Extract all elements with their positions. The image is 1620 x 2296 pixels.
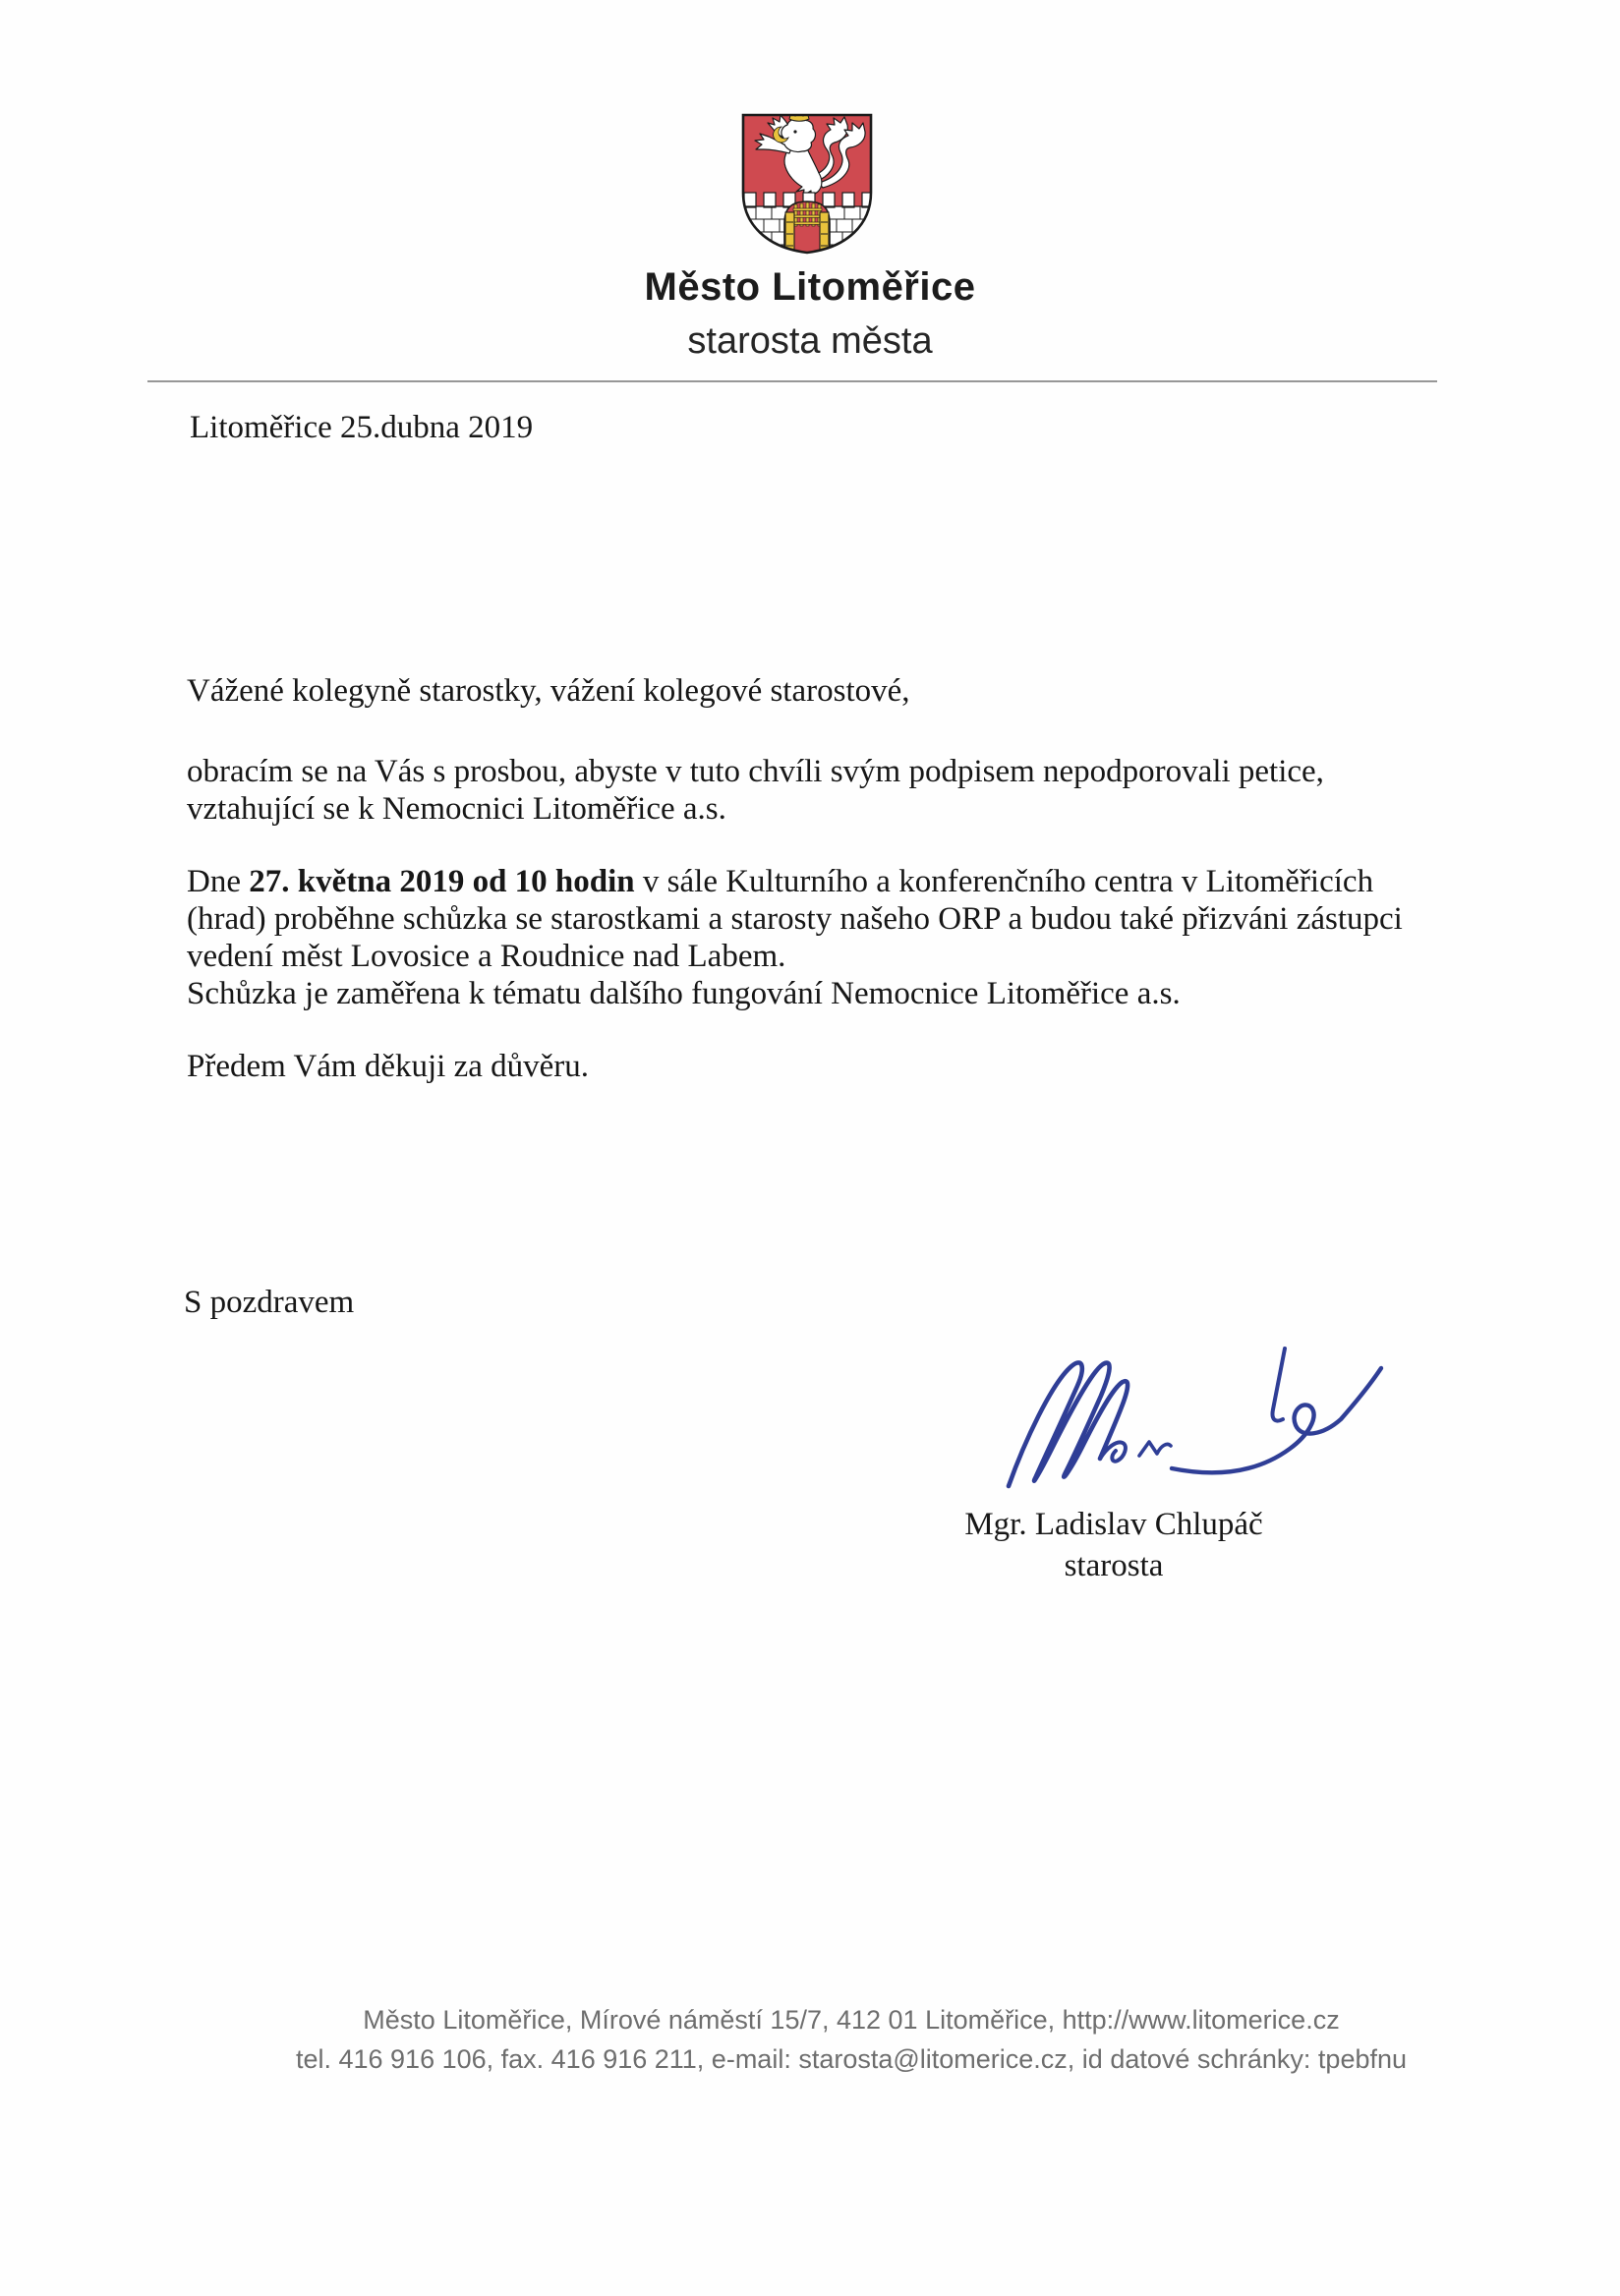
paragraph-meeting-line1 <box>187 863 1403 900</box>
paragraph-meeting <box>187 863 1403 1012</box>
footer <box>41 2000 1620 2079</box>
signer-title: starosta <box>1064 1548 1164 1583</box>
salutation: Vážené kolegyně starostky, vážení kolegové starostové, <box>187 673 910 709</box>
meeting-date-bold: 27. května 2019 od 10 hodin <box>249 864 635 899</box>
footer-contact-line: tel. 416 916 106, fax. 416 916 211, e-mail: starosta@litomerice.cz, id datové schránky: tpebfnu <box>295 2044 1408 2074</box>
signature-block <box>868 1504 1360 1586</box>
meeting-date-prefix: Dne <box>187 864 250 899</box>
thanks-line: Předem Vám děkuji za důvěru. <box>187 1049 590 1084</box>
paragraph-request-line2: vztahující se k Nemocnici Litoměřice a.s. <box>187 791 726 827</box>
signer-name: Mgr. Ladislav Chlupáč <box>964 1507 1263 1542</box>
paragraph-meeting-line3: vedení měst Lovosice a Roudnice nad Labem. <box>187 939 786 974</box>
letterhead-subtitle: starosta města <box>687 320 933 362</box>
footer-address-line: Město Litoměřice, Mírové náměstí 15/7, 412 01 Litoměřice, http://www.litomerice.cz <box>363 2005 1340 2035</box>
paragraph-meeting-line2: (hrad) proběhne schůzka se starostkami a starosty našeho ORP a budou také přizváni zástupci <box>187 901 1403 937</box>
handwritten-signature <box>995 1339 1388 1506</box>
closing-line: S pozdravem <box>184 1285 355 1320</box>
litomerice-coat-of-arms-icon <box>737 110 877 258</box>
letterhead-title: Město Litoměřice <box>644 265 976 309</box>
shield-gate-icon <box>784 201 830 254</box>
meeting-date-suffix: v sále Kulturního a konferenčního centra v Litoměřicích <box>634 864 1374 899</box>
letterhead-divider <box>147 380 1437 382</box>
paragraph-request-line1: obracím se na Vás s prosbou, abyste v tuto chvíli svým podpisem nepodporovali petice, <box>187 754 1324 789</box>
paragraph-request <box>187 753 1324 828</box>
paragraph-meeting-line4: Schůzka je zaměřena k tématu dalšího fungování Nemocnice Litoměřice a.s. <box>187 976 1181 1011</box>
dateline: Litoměřice 25.dubna 2019 <box>190 410 534 445</box>
